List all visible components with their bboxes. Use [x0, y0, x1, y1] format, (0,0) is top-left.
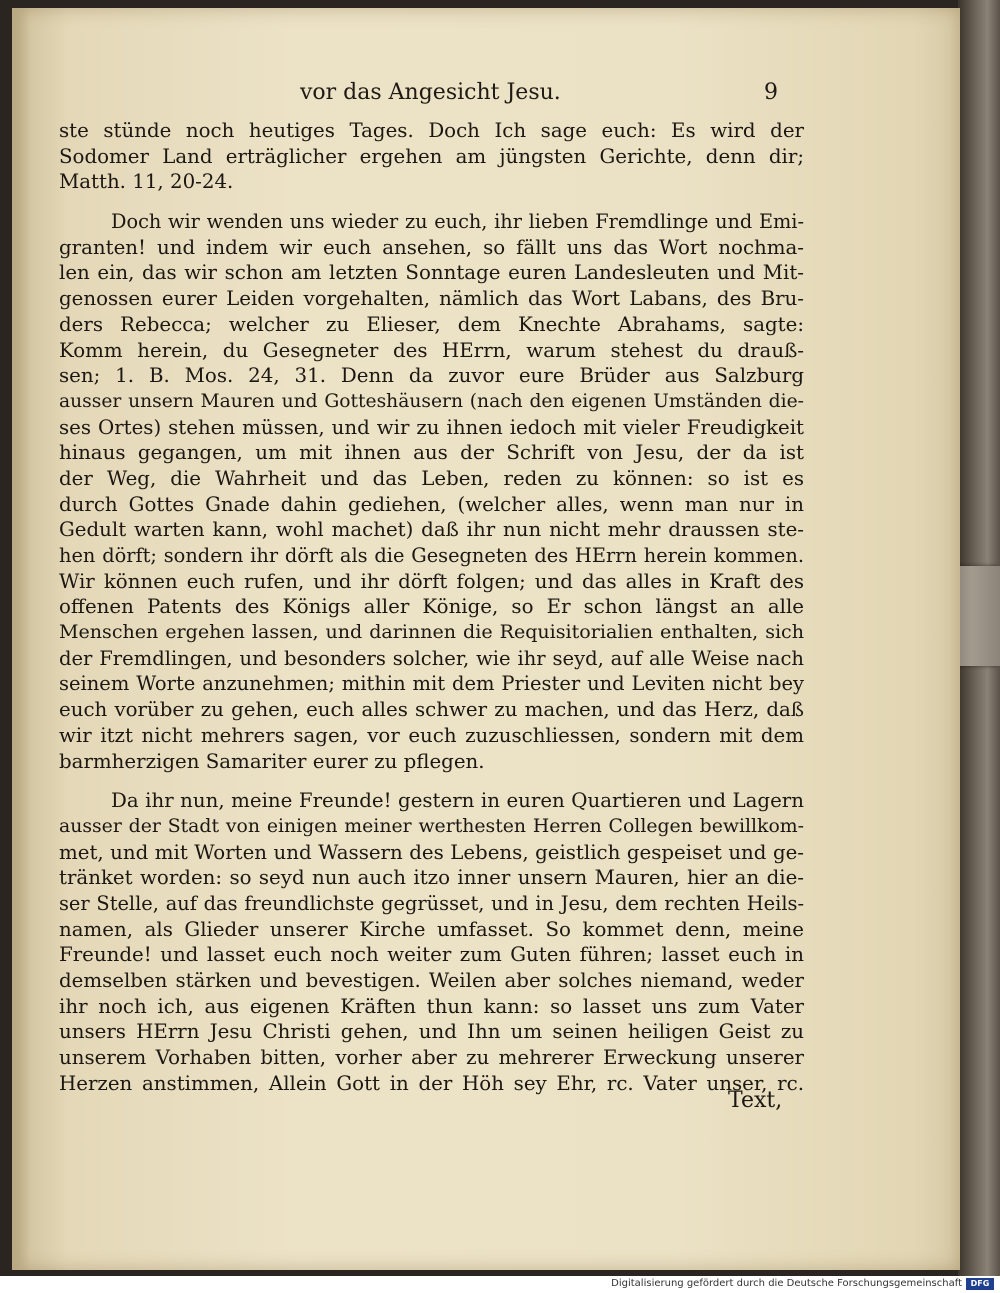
text-line: Komm herein, du Gesegneter des HErrn, warum stehest du drauß-	[59, 338, 804, 362]
text-line: Wir können euch rufen, und ihr dörft folgen; und das alles in Kraft des	[59, 569, 804, 593]
text-line: Sodomer Land erträglicher ergehen am jüngsten Gerichte, denn dir;	[59, 144, 804, 168]
book-page	[12, 8, 960, 1270]
dfg-logo: DFG	[966, 1278, 994, 1290]
text-line: seinem Worte anzunehmen; mithin mit dem Priester und Leviten nicht bey	[59, 672, 804, 696]
text-line: demselben stärken und bevestigen. Weilen aber solches niemand, weder	[59, 969, 804, 992]
text-line: met, und mit Worten und Wassern des Lebens, geistlich gespeiset und ge-	[59, 840, 804, 864]
text-line: ders Rebecca; welcher zu Elieser, dem Knechte Abrahams, sagte:	[59, 312, 804, 336]
text-line: ser Stelle, auf das freundlichste gegrüsset, und in Jesu, dem rechten Heils-	[59, 891, 804, 915]
running-head: vor das Angesicht Jesu.	[300, 80, 561, 105]
text-line: unsers HErrn Jesu Christi gehen, und Ihn um seinen heiligen Geist zu	[59, 1020, 804, 1044]
text-line: euch vorüber zu gehen, euch alles schwer zu machen, und das Herz, daß	[59, 698, 804, 722]
text-line: Gedult warten kann, wohl machet) daß ihr nun nicht mehr draussen ste-	[59, 518, 804, 542]
text-line: ihr noch ich, aus eigenen Kräften thun kann: so lasset uns zum Vater	[59, 994, 804, 1018]
text-line: offenen Patents des Königs aller Könige, so Er schon längst an alle	[59, 595, 804, 619]
text-line: Freunde! und lasset euch noch weiter zum Guten führen; lasset euch in	[59, 943, 804, 967]
text-line: der Fremdlingen, und besonders solcher, wie ihr seyd, auf alle Weise nach	[59, 646, 804, 670]
text-line: tränket worden: so seyd nun auch itzo inner unsern Mauren, hier an die-	[59, 866, 804, 890]
text-line: genossen eurer Leiden vorgehalten, nämlich das Wort Labans, des Bru-	[59, 287, 804, 311]
page-number: 9	[764, 80, 778, 105]
text-line: ausser unsern Mauren und Gotteshäusern (nach den eigenen Umständen die-	[59, 390, 804, 412]
body-text	[59, 118, 804, 1096]
text-line: durch Gottes Gnade dahin gediehen, (welcher alles, wenn man nur in	[59, 492, 804, 516]
text-line: Matth. 11, 20-24.	[59, 170, 234, 194]
text-line: hinaus gegangen, um mit ihnen aus der Schrift von Jesu, der da ist	[59, 441, 804, 465]
text-line: Doch wir wenden uns wieder zu euch, ihr lieben Fremdlinge und Emi-	[111, 210, 804, 234]
text-line: sen; 1. B. Mos. 24, 31. Denn da zuvor eure Brüder aus Salzburg	[59, 364, 804, 388]
text-line: barmherzigen Samariter eurer zu pflegen.	[59, 749, 485, 773]
text-line: ausser der Stadt von einigen meiner werthesten Herren Collegen bewillkom-	[59, 815, 804, 837]
footer	[0, 1276, 1000, 1293]
text-line: Da ihr nun, meine Freunde! gestern in euren Quartieren und Lagern	[111, 789, 804, 813]
text-line: hen dörft; sondern ihr dörft als die Gesegneten des HErrn herein kommen.	[59, 544, 804, 567]
text-line: namen, als Glieder unserer Kirche umfasset. So kommet denn, meine	[59, 917, 804, 941]
catchword: Text,	[728, 1088, 783, 1113]
text-line: ste stünde noch heutiges Tages. Doch Ich sage euch: Es wird der	[59, 119, 804, 142]
text-line: granten! und indem wir euch ansehen, so fällt uns das Wort nochma-	[59, 235, 804, 259]
text-line: ses Ortes) stehen müssen, und wir zu ihnen iedoch mit vieler Freudigkeit	[59, 415, 804, 439]
page-gutter-shadow	[12, 8, 30, 1270]
digitization-credit: Digitalisierung gefördert durch die Deutsche Forschungsgemeinschaft	[611, 1278, 962, 1289]
text-line: der Weg, die Wahrheit und das Leben, reden zu können: so ist es	[59, 466, 804, 490]
text-line: len ein, das wir schon am letzten Sonntage euren Landesleuten und Mit-	[59, 261, 804, 285]
text-line: unserem Vorhaben bitten, vorher aber zu mehrerer Erweckung unserer	[59, 1046, 804, 1070]
text-line: wir itzt nicht mehrers sagen, vor euch zuzuschliessen, sondern mit dem	[59, 723, 804, 747]
text-line: Herzen anstimmen, Allein Gott in der Höh sey Ehr, rc. Vater unser, rc.	[59, 1071, 804, 1095]
text-line: Menschen ergehen lassen, und darinnen die Requisitorialien enthalten, sich	[59, 621, 804, 644]
